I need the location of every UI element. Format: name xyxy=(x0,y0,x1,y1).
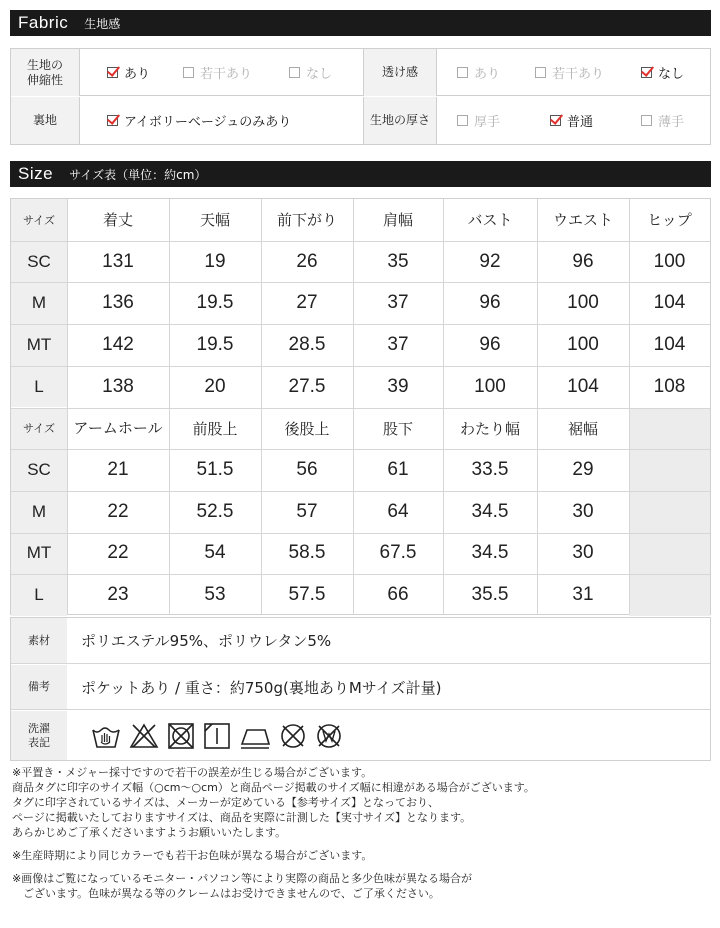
column-divider xyxy=(537,199,538,614)
size-value-cell: 58.5 xyxy=(288,542,326,564)
size-header xyxy=(10,161,711,187)
size-label-cell: SC xyxy=(11,449,67,491)
note-line: ページに掲載いたしておりますサイズは、商品を実際に計測した【実寸サイズ】となります。 xyxy=(12,811,472,824)
size-value-cell: 51.5 xyxy=(196,459,234,481)
thickness-option-atsude: 厚手 xyxy=(457,97,500,144)
size-value-cell: 23 xyxy=(107,584,129,606)
size-header-cell: 前股上 xyxy=(192,419,238,438)
row-divider xyxy=(11,241,710,242)
no-tumble-dry-icon xyxy=(167,722,195,750)
size-value-cell: 96 xyxy=(479,333,501,355)
size-header-cell: 裾幅 xyxy=(567,419,598,438)
lining-label: 裏地 xyxy=(11,97,79,144)
size-value-cell: 64 xyxy=(387,500,409,522)
note-line: 商品タグに印字のサイズ幅（○cm〜○cm）と商品ページ掲載のサイズ幅に相違がある場合がございます。 xyxy=(12,781,535,794)
size-value-cell: 35.5 xyxy=(471,584,509,606)
size-value-cell: 39 xyxy=(387,375,409,397)
remarks-row xyxy=(11,665,710,710)
note-line: ※生産時期により同じカラーでも若干お色味が異なる場合がございます。 xyxy=(12,849,373,862)
note-line: ※画像はご覧になっているモニター・パソコン等により実際の商品と多少色味が異なる場合が xyxy=(12,872,472,885)
size-value-cell: 21 xyxy=(107,459,129,481)
line-dry-shade-icon xyxy=(203,722,231,750)
size-value-cell: 26 xyxy=(296,250,318,272)
size-value-cell: 34.5 xyxy=(471,542,509,564)
size-row xyxy=(11,449,710,491)
thickness-option-futsu: 普通 xyxy=(550,97,593,144)
size-value-cell xyxy=(629,574,710,616)
checkbox-checked-icon xyxy=(641,67,652,78)
size-row xyxy=(11,533,710,575)
size-value-cell: 96 xyxy=(572,250,594,272)
size-table xyxy=(10,198,711,615)
size-value-cell: 138 xyxy=(102,375,134,397)
size-value-cell: 66 xyxy=(387,584,409,606)
size-value-cell: 67.5 xyxy=(379,542,417,564)
hand-wash-icon xyxy=(91,722,121,750)
iron-low-icon xyxy=(239,722,271,750)
size-value-cell: 33.5 xyxy=(471,459,509,481)
size-header-cell: バスト xyxy=(467,211,513,230)
material-label: 素材 xyxy=(11,618,67,663)
size-label-cell: MT xyxy=(11,533,67,575)
size-header-cell: ヒップ xyxy=(647,211,692,230)
size-header-row xyxy=(11,408,710,450)
fabric-header xyxy=(10,10,711,36)
material-table xyxy=(10,617,711,761)
size-value-cell: 61 xyxy=(387,459,409,481)
stretch-option-ari: あり xyxy=(107,49,150,96)
size-value-cell: 22 xyxy=(107,500,129,522)
size-value-cell: 131 xyxy=(102,250,134,272)
row-divider xyxy=(11,491,710,492)
size-value-cell: 56 xyxy=(296,459,318,481)
size-label-cell: SC xyxy=(11,241,67,283)
size-label-cell: L xyxy=(11,366,67,408)
size-value-cell: 96 xyxy=(479,292,501,314)
material-row xyxy=(11,618,710,664)
checkbox-empty-icon xyxy=(183,67,194,78)
size-value-cell: 100 xyxy=(567,333,599,355)
size-header-cell: サイズ xyxy=(11,408,67,450)
checkbox-empty-icon xyxy=(457,67,468,78)
size-value-cell: 136 xyxy=(102,292,134,314)
size-value-cell: 100 xyxy=(474,375,506,397)
stretch-option-jakkan: 若干あり xyxy=(183,49,252,96)
size-header-cell: ウエスト xyxy=(552,211,613,230)
size-value-cell: 28.5 xyxy=(288,333,326,355)
size-value-cell: 92 xyxy=(479,250,501,272)
size-value-cell: 30 xyxy=(572,500,594,522)
note-line: ございます。色味が異なる等のクレームはお受けできませんので、ご了承ください。 xyxy=(12,887,440,900)
checkbox-empty-icon xyxy=(535,67,546,78)
size-label-cell: M xyxy=(11,491,67,533)
size-header-cell: サイズ xyxy=(11,199,67,241)
row-divider xyxy=(11,449,710,450)
row-divider xyxy=(11,324,710,325)
size-value-cell: 100 xyxy=(653,250,686,272)
size-value-cell: 52.5 xyxy=(196,500,234,522)
care-icons xyxy=(91,711,343,760)
size-value-cell xyxy=(629,491,710,533)
row-divider xyxy=(11,574,710,575)
checkbox-empty-icon xyxy=(289,67,300,78)
fabric-row-2 xyxy=(11,97,710,144)
fabric-table xyxy=(10,48,711,145)
column-divider xyxy=(169,199,170,614)
checkbox-checked-icon xyxy=(107,115,118,126)
size-row xyxy=(11,366,710,408)
checkbox-checked-icon xyxy=(550,115,561,126)
size-value-cell: 100 xyxy=(567,292,599,314)
size-label-cell: L xyxy=(11,574,67,616)
material-value: ポリエステル95%、ポリウレタン5% xyxy=(81,632,332,650)
column-divider xyxy=(261,199,262,614)
fabric-row-1 xyxy=(11,49,710,96)
row-divider xyxy=(11,282,710,283)
size-header-cell: 前下がり xyxy=(276,211,337,230)
size-value-cell: 57.5 xyxy=(288,584,326,606)
size-header-cell: 股下 xyxy=(382,419,413,438)
checkbox-checked-icon xyxy=(107,67,118,78)
care-row xyxy=(11,711,710,760)
size-header-cell: 後股上 xyxy=(284,419,330,438)
size-value-cell: 19.5 xyxy=(196,333,234,355)
size-header-cell xyxy=(629,408,710,450)
sheer-option-ari: あり xyxy=(457,49,500,96)
row-divider xyxy=(11,408,710,409)
thickness-label: 生地の厚さ xyxy=(364,97,436,144)
size-row xyxy=(11,241,710,283)
care-label: 洗濯 表記 xyxy=(11,711,67,760)
size-value-cell: 29 xyxy=(572,459,594,481)
column-divider xyxy=(67,199,68,614)
remarks-value: ポケットあり / 重さ：約750g(裏地ありMサイズ計量) xyxy=(81,678,442,697)
size-row xyxy=(11,324,710,366)
size-label-cell: MT xyxy=(11,324,67,366)
sheer-option-nashi: なし xyxy=(641,49,684,96)
size-value-cell: 54 xyxy=(204,542,226,564)
checkbox-empty-icon xyxy=(641,115,652,126)
row-divider xyxy=(11,533,710,534)
size-value-cell: 19 xyxy=(204,250,226,272)
size-value-cell: 57 xyxy=(296,500,318,522)
stretch-option-nashi: なし xyxy=(289,49,332,96)
lining-option: アイボリーベージュのみあり xyxy=(107,97,291,144)
size-value-cell: 104 xyxy=(567,375,599,397)
size-value-cell: 20 xyxy=(204,375,226,397)
thickness-option-usude: 薄手 xyxy=(641,97,684,144)
size-value-cell: 142 xyxy=(102,333,134,355)
sheer-option-jakkan: 若干あり xyxy=(535,49,604,96)
stretch-label: 生地の 伸縮性 xyxy=(11,49,79,96)
checkbox-empty-icon xyxy=(457,115,468,126)
notes xyxy=(12,765,712,901)
row-divider xyxy=(11,366,710,367)
size-header-cell: わたり幅 xyxy=(459,419,520,438)
size-value-cell xyxy=(629,449,710,491)
size-value-cell: 108 xyxy=(653,375,686,397)
size-value-cell: 19.5 xyxy=(196,292,234,314)
size-row xyxy=(11,574,710,616)
size-header-cell: 肩幅 xyxy=(382,211,413,230)
note-line: あらかじめご了承くださいますようお願いいたします。 xyxy=(12,826,287,839)
size-row xyxy=(11,491,710,533)
size-value-cell: 104 xyxy=(653,292,686,314)
size-header-cell: 天幅 xyxy=(199,211,230,230)
size-value-cell: 31 xyxy=(572,584,594,606)
size-value-cell: 27.5 xyxy=(288,375,326,397)
note-line: ※平置き・メジャー採寸ですので若干の誤差が生じる場合がございます。 xyxy=(12,766,373,779)
size-value-cell: 22 xyxy=(107,542,129,564)
fabric-title: Fabric xyxy=(18,13,69,32)
note-line: タグに印字されているサイズは、メーカーが定めている【参考サイズ】となっており、 xyxy=(12,796,440,809)
sheer-label: 透け感 xyxy=(364,49,436,96)
size-header-row xyxy=(11,199,710,241)
size-value-cell: 30 xyxy=(572,542,594,564)
column-divider xyxy=(353,199,354,614)
size-header-cell: アーム ホール xyxy=(73,418,163,437)
size-value-cell: 37 xyxy=(387,333,409,355)
size-row xyxy=(11,282,710,324)
size-value-cell xyxy=(629,533,710,575)
no-dry-clean-icon xyxy=(279,722,307,750)
size-value-cell: 27 xyxy=(296,292,318,314)
size-title: Size xyxy=(18,164,54,183)
size-header-cell: 着丈 xyxy=(102,211,133,230)
column-divider xyxy=(443,199,444,614)
size-value-cell: 34.5 xyxy=(471,500,509,522)
size-value-cell: 53 xyxy=(204,584,226,606)
no-wet-clean-icon xyxy=(315,722,343,750)
size-subtitle: サイズ表（単位：約cm） xyxy=(69,167,207,182)
no-bleach-icon xyxy=(129,722,159,750)
size-label-cell: M xyxy=(11,282,67,324)
size-value-cell: 37 xyxy=(387,292,409,314)
remarks-label: 備考 xyxy=(11,665,67,709)
size-value-cell: 104 xyxy=(653,333,686,355)
size-value-cell: 35 xyxy=(387,250,409,272)
fabric-subtitle: 生地感 xyxy=(84,16,121,31)
column-divider xyxy=(629,199,630,614)
